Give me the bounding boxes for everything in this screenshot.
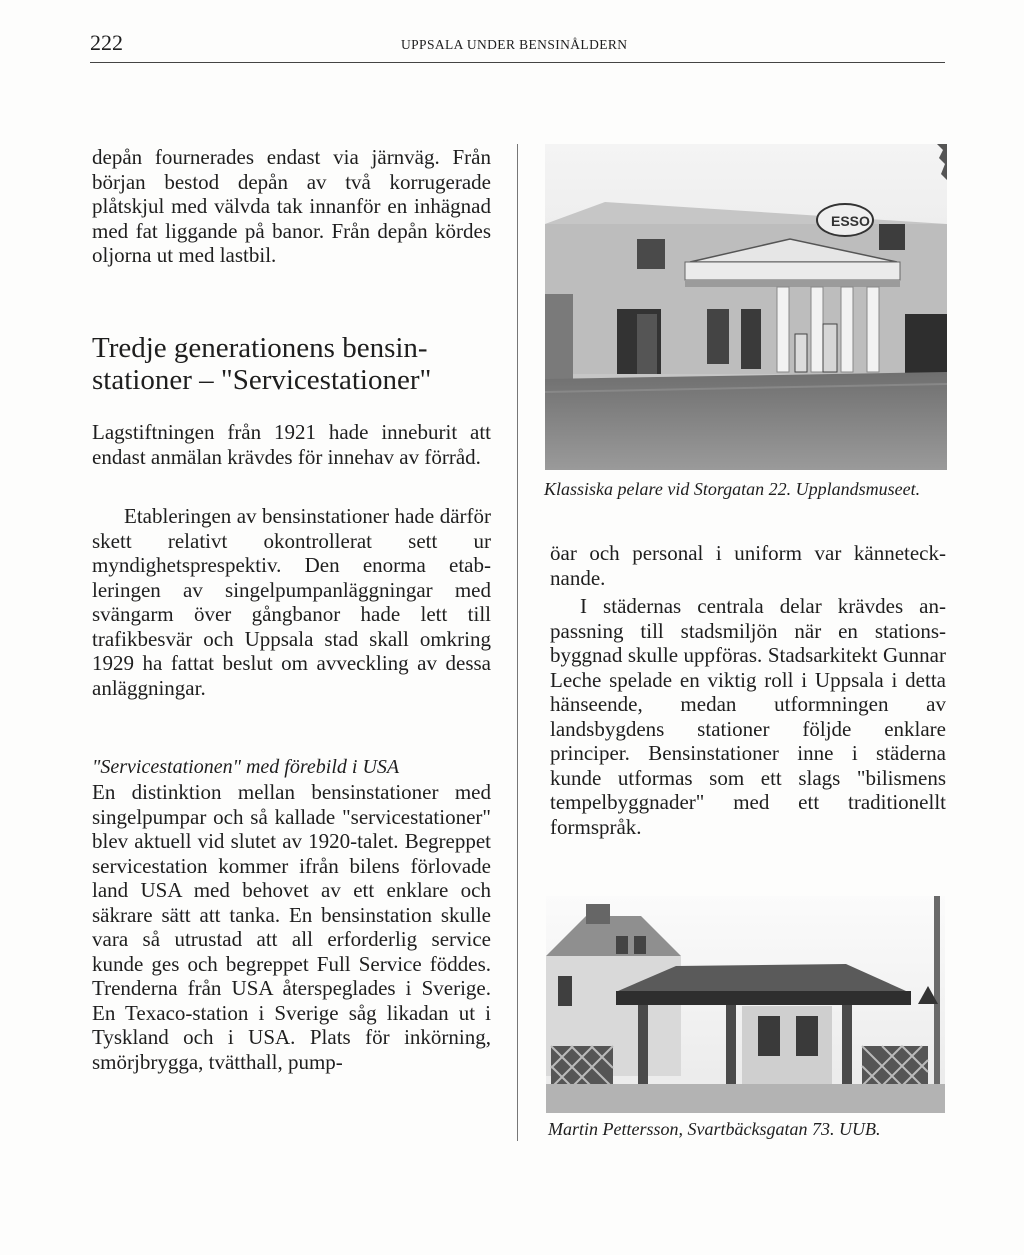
page-number: 222 bbox=[90, 30, 123, 55]
body-paragraph-1: Lagstiftningen från 1921 hade inneburit att endast anmälan krävdes för innehav av förråd. bbox=[92, 420, 491, 469]
book-title: UPPSALA UNDER BENSINÅLDERN bbox=[401, 37, 628, 52]
section-heading-line-1: Tredje generationens bensin- bbox=[92, 332, 428, 364]
intro-paragraph: depån fournerades endast via järnväg. Från början bestod depån av två korrugerade plåtskjul med välvda tak innanför en inhägnad med fat liggande på banor. Från depån kördes oljorna ut med lastbil. bbox=[92, 145, 491, 267]
right-paragraph-2: I städernas centrala delar krävdes anpassning till stadsmiljön när en stationsbyggnad skulle uppföras. Stadsarkitekt Gunnar Leche spelade en viktig roll i Uppsala i detta hänseende, medan utformningen av landsbygdens stationer följde enklare principer. Bensinstationer inne i städerna kunde utformas som ett slags "bilismens tempelbyggnader" med ett traditionellt formspråk. bbox=[550, 594, 946, 839]
esso-station-photo bbox=[545, 144, 947, 470]
right-paragraph-1: öar och personal i uniform var kännetecknande. bbox=[550, 541, 946, 590]
photo2-caption: Martin Pettersson, Svartbäcksgatan 73. UUB. bbox=[548, 1119, 881, 1139]
running-head bbox=[90, 30, 945, 64]
body-paragraph-3: En distinktion mellan bensinstationer med singelpumpar och så kallade "servicestationer" blev aktuell vid slutet av 1920-talet. Begreppet servicestation kommer ifrån bilens förlovade land USA med behovet av ett enklare och säkrare sätt att tanka. En bensinstation skulle vara så utrustad att all erforderlig service kunde ges och begreppet Full Service föddes. Trenderna från USA återspeglades i Sverige. En Texaco-station i Sverige såg likadan ut i Tyskland och i USA. Plats för inkörning, smörjbrygga, tvätthall, pump- bbox=[92, 780, 491, 1074]
wooden-station-photo bbox=[546, 896, 945, 1113]
photo1-caption: Klassiska pelare vid Storgatan 22. Upplandsmuseet. bbox=[544, 479, 921, 499]
header-rule bbox=[90, 62, 945, 63]
body-paragraph-2: Etableringen av bensinstationer hade därför skett relativt okontrollerat sett ur myndighetsprespektiv. Den enorma etableringen av singelpumpanläggningar med svängarm över gångbanor hade lett till trafikbesvär och Uppsala stad skall omkring 1929 ha fattat beslut om avveckling av dessa anläggningar. bbox=[92, 504, 491, 700]
section-heading bbox=[92, 332, 502, 396]
subsection-heading: "Servicestationen" med förebild i USA bbox=[92, 756, 400, 778]
section-heading-line-2: stationer – "Servicestationer" bbox=[92, 364, 432, 396]
esso-sign-text: ESSO bbox=[831, 213, 870, 229]
column-divider bbox=[517, 144, 518, 1141]
